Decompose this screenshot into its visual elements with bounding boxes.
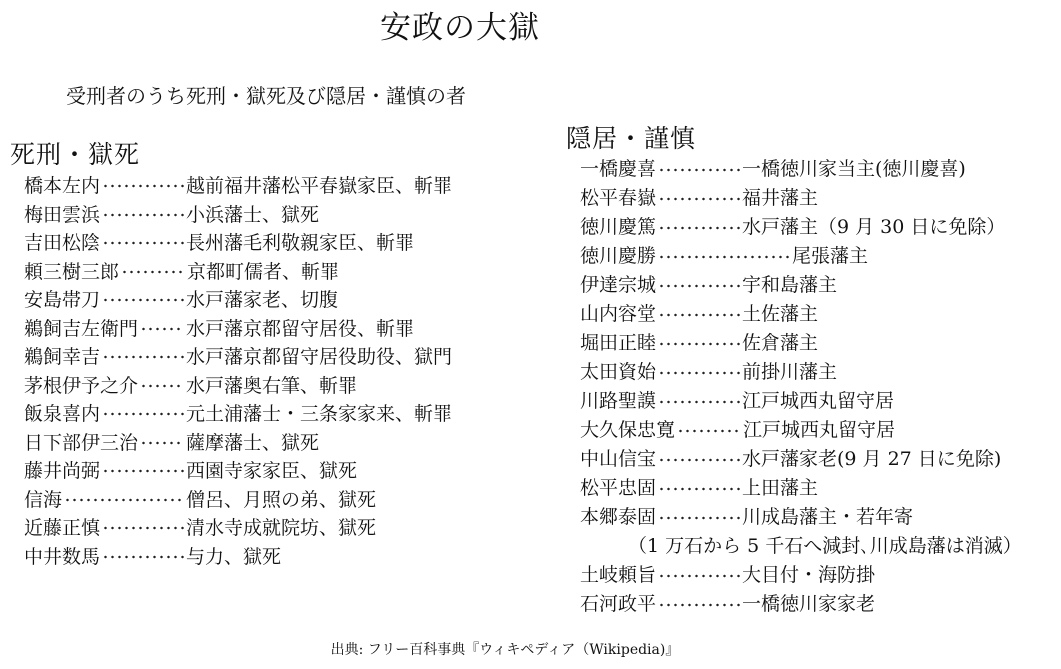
list-item bbox=[24, 315, 452, 344]
section-heading-confinement: 隠居・謹慎 bbox=[566, 124, 697, 153]
leader-dots bbox=[677, 429, 741, 433]
list-item bbox=[24, 258, 452, 287]
person-description: 水戸藩家老、切腹 bbox=[186, 289, 339, 311]
person-description: 長州藩毛利敬親家臣、斬罪 bbox=[186, 232, 415, 254]
list-item bbox=[580, 590, 1022, 619]
list-item bbox=[580, 329, 1022, 358]
person-name: 頼三樹三郎 bbox=[24, 260, 120, 283]
person-name: 松平忠固 bbox=[580, 477, 657, 499]
person-name: 信海 bbox=[24, 488, 63, 511]
person-description: 江戸城西丸留守居 bbox=[742, 390, 895, 412]
list-item bbox=[24, 429, 452, 458]
person-name: 山内容堂 bbox=[580, 303, 657, 325]
list-item bbox=[580, 503, 1022, 532]
person-name: 松平春嶽 bbox=[580, 187, 657, 209]
leader-dots bbox=[658, 284, 740, 288]
list-item bbox=[24, 514, 452, 543]
list-item bbox=[24, 543, 452, 572]
person-name: 近藤正慎 bbox=[24, 517, 101, 539]
person-description: 一橋徳川家当主(徳川慶喜) bbox=[742, 158, 966, 180]
person-name: 伊達宗城 bbox=[580, 274, 657, 296]
list-item bbox=[24, 486, 452, 515]
subtitle: 受刑者のうち死刑・獄死及び隠居・謹慎の者 bbox=[66, 84, 466, 108]
list-item bbox=[24, 201, 452, 230]
leader-dots bbox=[102, 213, 184, 217]
person-name: 堀田正睦 bbox=[580, 332, 657, 354]
person-name: 徳川慶篤 bbox=[580, 216, 657, 238]
leader-dots bbox=[658, 168, 740, 172]
leader-dots bbox=[658, 197, 740, 201]
leader-dots bbox=[140, 384, 184, 388]
leader-dots bbox=[658, 255, 790, 259]
list-item bbox=[24, 343, 452, 372]
list-item bbox=[580, 358, 1022, 387]
list-item bbox=[24, 400, 452, 429]
person-description: 水戸藩京都留守居役、斬罪 bbox=[186, 317, 415, 340]
leader-dots bbox=[658, 400, 740, 404]
person-name: 安島帯刀 bbox=[24, 289, 101, 311]
person-description: 越前福井藩松平春嶽家臣、斬罪 bbox=[186, 175, 453, 197]
leader-dots bbox=[102, 555, 184, 559]
person-name: 梅田雲浜 bbox=[24, 203, 101, 226]
leader-dots bbox=[102, 241, 184, 245]
person-description: 川成島藩主・若年寄 bbox=[742, 506, 914, 528]
person-description: 土佐藩主 bbox=[742, 303, 819, 325]
person-description: 薩摩藩士、獄死 bbox=[186, 431, 320, 454]
list-item bbox=[580, 242, 1022, 271]
person-description: 水戸藩奥右筆、斬罪 bbox=[186, 374, 358, 397]
person-description: 江戸城西丸留守居 bbox=[743, 419, 896, 441]
leader-dots bbox=[102, 526, 184, 530]
person-description: 元土浦藩士・三条家家来、斬罪 bbox=[186, 403, 453, 425]
list-item bbox=[580, 271, 1022, 300]
leader-dots bbox=[102, 298, 184, 302]
leader-dots bbox=[64, 498, 184, 502]
leader-dots bbox=[658, 371, 740, 375]
source-citation: 出典: フリー百科事典『ウィキペディア（Wikipedia)』 bbox=[330, 642, 680, 658]
person-description: 一橋徳川家家老 bbox=[742, 593, 876, 615]
page-title: 安政の大獄 bbox=[380, 10, 540, 46]
list-item bbox=[580, 445, 1022, 474]
list-item bbox=[580, 387, 1022, 416]
leader-dots bbox=[140, 327, 184, 331]
list-item bbox=[24, 229, 452, 258]
list-item bbox=[580, 300, 1022, 329]
person-description: 清水寺成就院坊、獄死 bbox=[186, 517, 377, 539]
leader-dots bbox=[102, 184, 184, 188]
person-name: 徳川慶勝 bbox=[580, 245, 657, 267]
person-description: 水戸藩京都留守居役助役、獄門 bbox=[186, 346, 453, 368]
person-name: 大久保忠寛 bbox=[580, 419, 676, 441]
person-name: 本郷泰固 bbox=[580, 506, 657, 528]
leader-dots bbox=[102, 355, 184, 359]
person-description: 佐倉藩主 bbox=[742, 332, 819, 354]
leader-dots bbox=[102, 412, 184, 416]
person-description: 尾張藩主 bbox=[792, 245, 869, 267]
list-item bbox=[580, 213, 1022, 242]
list-item bbox=[580, 416, 1022, 445]
list-item bbox=[580, 474, 1022, 503]
person-description: 上田藩主 bbox=[742, 477, 819, 499]
list-note: （1 万石から 5 千石へ減封､川成島藩は消滅） bbox=[628, 535, 1022, 557]
person-description: 京都町儒者、斬罪 bbox=[187, 260, 340, 283]
person-description: 与力、獄死 bbox=[186, 545, 282, 568]
list-item bbox=[24, 372, 452, 401]
leader-dots bbox=[658, 487, 740, 491]
leader-dots bbox=[658, 226, 740, 230]
leader-dots bbox=[658, 342, 740, 346]
leader-dots bbox=[658, 458, 740, 462]
person-description: 福井藩主 bbox=[742, 187, 819, 209]
list-item bbox=[580, 561, 1022, 590]
confinement-list bbox=[580, 155, 1022, 619]
person-name: 吉田松陰 bbox=[24, 232, 101, 254]
person-name: 一橋慶喜 bbox=[580, 158, 657, 180]
person-description: 西園寺家家臣、獄死 bbox=[186, 460, 358, 482]
person-name: 橋本左内 bbox=[24, 175, 101, 197]
person-description: 宇和島藩主 bbox=[742, 274, 838, 296]
person-name: 川路聖謨 bbox=[580, 390, 657, 412]
person-name: 鵜飼吉左衛門 bbox=[24, 317, 139, 340]
person-name: 鵜飼幸吉 bbox=[24, 346, 101, 368]
section-heading-death: 死刑・獄死 bbox=[10, 140, 141, 169]
leader-dots bbox=[658, 574, 740, 578]
person-description: 大目付・海防掛 bbox=[742, 564, 876, 586]
person-description: 僧呂、月照の弟、獄死 bbox=[186, 488, 377, 511]
person-description: 水戸藩主（9 月 30 日に免除） bbox=[742, 216, 1006, 238]
list-item bbox=[24, 457, 452, 486]
person-name: 飯泉喜内 bbox=[24, 403, 101, 425]
leader-dots bbox=[121, 270, 185, 274]
person-name: 中井数馬 bbox=[24, 545, 101, 568]
person-name: 中山信宝 bbox=[580, 448, 657, 470]
person-name: 太田資始 bbox=[580, 361, 657, 383]
leader-dots bbox=[102, 469, 184, 473]
leader-dots bbox=[658, 516, 740, 520]
person-name: 土岐頼旨 bbox=[580, 564, 657, 586]
person-name: 日下部伊三治 bbox=[24, 431, 139, 454]
person-description: 水戸藩家老(9 月 27 日に免除) bbox=[742, 448, 1002, 470]
leader-dots bbox=[140, 441, 184, 445]
person-name: 石河政平 bbox=[580, 593, 657, 615]
leader-dots bbox=[658, 603, 740, 607]
list-item bbox=[580, 184, 1022, 213]
person-name: 藤井尚弼 bbox=[24, 460, 101, 482]
person-name: 茅根伊予之介 bbox=[24, 374, 139, 397]
list-item bbox=[580, 155, 1022, 184]
list-item bbox=[24, 286, 452, 315]
death-list bbox=[24, 172, 452, 571]
person-description: 小浜藩士、獄死 bbox=[186, 203, 320, 226]
person-description: 前掛川藩主 bbox=[742, 361, 838, 383]
leader-dots bbox=[658, 313, 740, 317]
list-item bbox=[24, 172, 452, 201]
